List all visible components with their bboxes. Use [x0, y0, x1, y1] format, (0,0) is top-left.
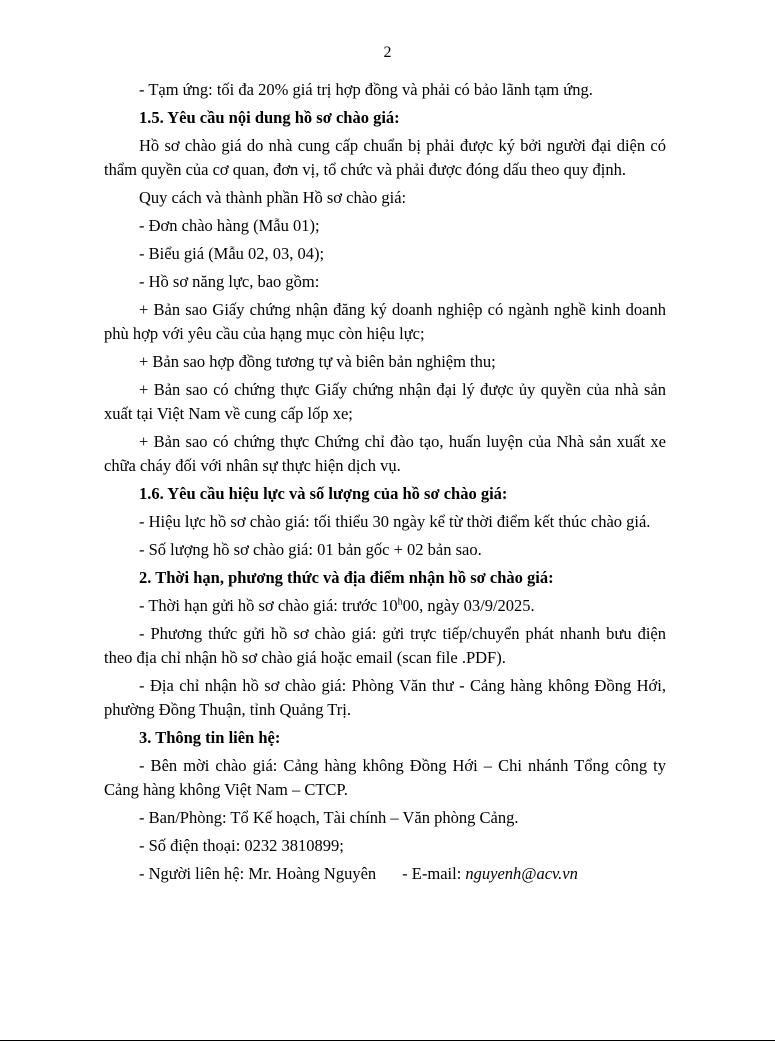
sub-item-dealer-certificate: + Bản sao có chứng thực Giấy chứng nhận đại lý được ủy quyền của nhà sản xuất tại Việt Nam về cung cấp lốp xe; — [104, 380, 666, 423]
section-1-6-quantity: - Số lượng hồ sơ chào giá: 01 bản gốc + 02 bản sao. — [139, 540, 482, 559]
section-3-department: - Ban/Phòng: Tổ Kế hoạch, Tài chính – Văn phòng Cảng. — [139, 808, 519, 827]
deadline-prefix: - Thời hạn gửi hồ sơ chào giá: trước 10 — [139, 596, 398, 615]
sub-item-business-registration: + Bản sao Giấy chứng nhận đăng ký doanh nghiệp có ngành nghề kinh doanh phù hợp với yêu cầu của hạng mục còn hiệu lực; — [104, 300, 666, 343]
list-item-offer-letter: - Đơn chào hàng (Mẫu 01); — [139, 216, 320, 235]
section-2-method: - Phương thức gửi hồ sơ chào giá: gửi trực tiếp/chuyển phát nhanh bưu điện theo địa chỉ nhận hồ sơ chào giá hoặc email (scan file .PDF). — [104, 624, 666, 667]
section-2-deadline — [104, 594, 666, 618]
section-1-5-paragraph-1: Hồ sơ chào giá do nhà cung cấp chuẩn bị phải được ký bởi người đại diện có thẩm quyền của cơ quan, đơn vị, tổ chức và phải được đóng dấu theo quy định. — [104, 136, 666, 179]
section-3-inviter: - Bên mời chào giá: Cảng hàng không Đồng Hới – Chi nhánh Tổng công ty Cảng hàng không Việt Nam – CTCP. — [104, 756, 666, 799]
section-1-5-heading: 1.5. Yêu cầu nội dung hồ sơ chào giá: — [139, 108, 400, 127]
advance-payment-line: - Tạm ứng: tối đa 20% giá trị hợp đồng và phải có bảo lãnh tạm ứng. — [139, 80, 593, 99]
deadline-suffix: 00, ngày 03/9/2025. — [402, 596, 535, 615]
section-1-6-validity: - Hiệu lực hồ sơ chào giá: tối thiểu 30 ngày kể từ thời điểm kết thúc chào giá. — [139, 512, 651, 531]
bottom-divider — [0, 1040, 775, 1041]
section-3-heading: 3. Thông tin liên hệ: — [139, 728, 281, 747]
sub-item-training-certificate: + Bản sao có chứng thực Chứng chỉ đào tạo, huấn luyện của Nhà sản xuất xe chữa cháy đối với nhân sự thực hiện dịch vụ. — [104, 432, 666, 475]
list-item-capability-profile: - Hồ sơ năng lực, bao gồm: — [139, 272, 320, 291]
section-1-5-paragraph-2: Quy cách và thành phần Hồ sơ chào giá: — [139, 188, 407, 207]
email-label: - E-mail: — [402, 864, 462, 883]
list-item-price-schedule: - Biểu giá (Mẫu 02, 03, 04); — [139, 244, 325, 263]
section-1-6-heading: 1.6. Yêu cầu hiệu lực và số lượng của hồ sơ chào giá: — [139, 484, 508, 503]
sub-item-similar-contracts: + Bản sao hợp đồng tương tự và biên bản nghiệm thu; — [139, 352, 496, 371]
section-3-contact — [104, 862, 666, 886]
document-body — [104, 78, 666, 890]
email-address: nguyenh@acv.vn — [465, 864, 578, 883]
page-number: 2 — [383, 44, 392, 61]
deadline-superscript: h — [397, 596, 403, 608]
section-2-address: - Địa chỉ nhận hồ sơ chào giá: Phòng Văn thư - Cảng hàng không Đồng Hới, phường Đồng Thuận, tỉnh Quảng Trị. — [104, 676, 666, 719]
contact-person: - Người liên hệ: Mr. Hoàng Nguyên — [139, 864, 377, 883]
section-2-heading: 2. Thời hạn, phương thức và địa điểm nhận hồ sơ chào giá: — [139, 568, 554, 587]
section-3-phone: - Số điện thoại: 0232 3810899; — [139, 836, 344, 855]
